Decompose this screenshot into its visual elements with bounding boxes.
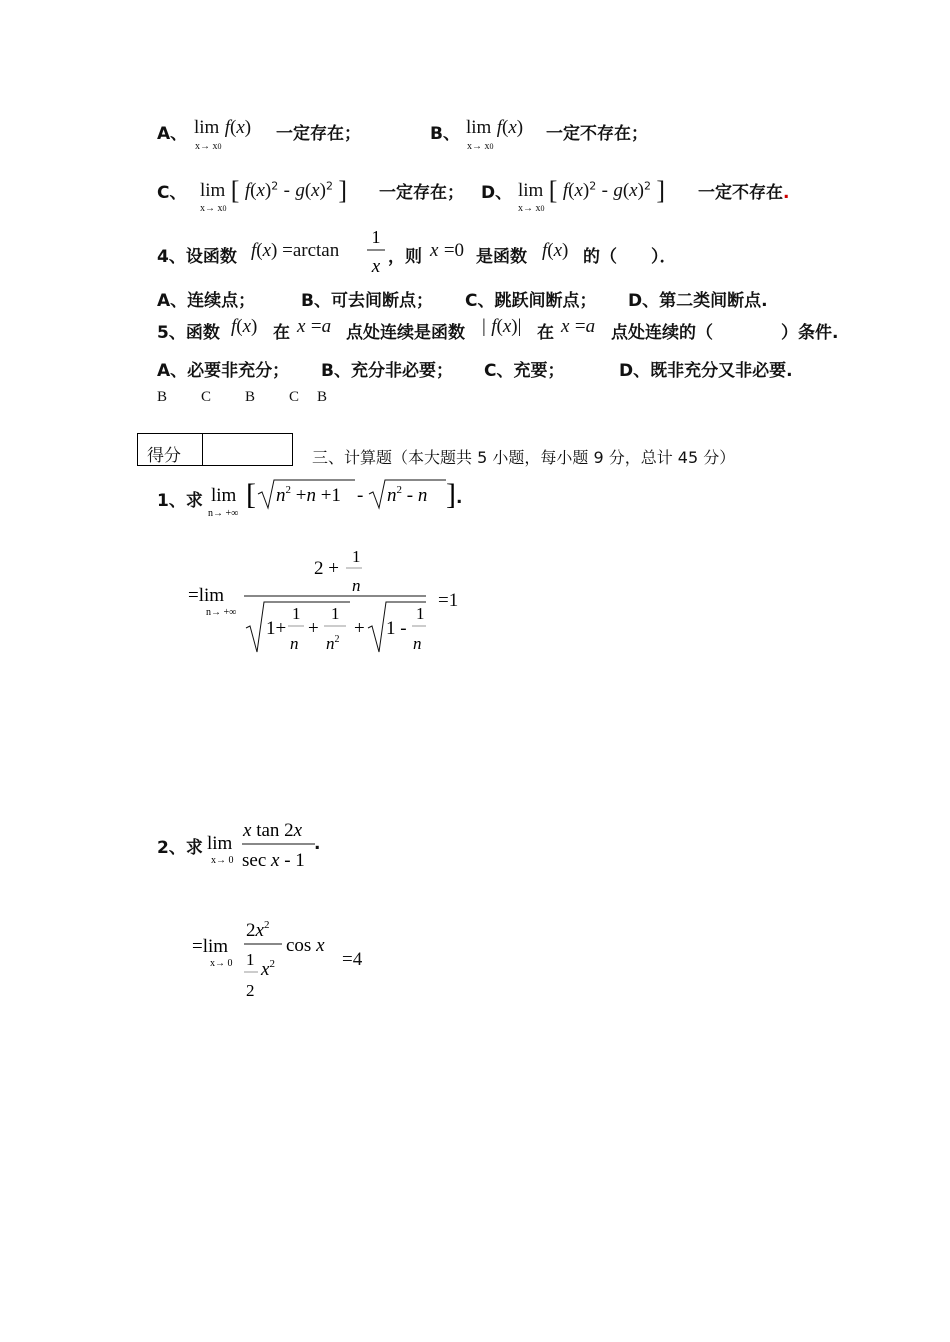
svg-text:x→ 0: x→ 0: [210, 958, 233, 969]
q3-option-c-text: 一定存在；: [379, 183, 464, 203]
svg-text:n→ +∞: n→ +∞: [208, 508, 239, 519]
svg-text:2: 2: [246, 981, 255, 1000]
svg-text:1 -: 1 -: [386, 618, 407, 639]
q5-point1: x =a: [297, 316, 332, 337]
answer-3: B: [157, 389, 168, 405]
svg-text:1+: 1+: [266, 618, 287, 639]
svg-text:lim: lim: [211, 485, 237, 506]
p1-label: 1、求: [157, 491, 203, 511]
answer-7: B: [317, 389, 328, 405]
q3-option-c-label: C、: [157, 183, 187, 203]
q4-option-c: C、跳跃间断点；: [465, 291, 597, 311]
q3-d-limit-sub: x→ x0: [518, 203, 545, 214]
svg-text:+: +: [308, 618, 319, 639]
q4-function-def: f(x) =arctan: [251, 240, 340, 261]
answer-key: [157, 386, 327, 406]
svg-text:=lim: =lim: [188, 585, 225, 606]
q3-b-limit-sub: x→ x0: [467, 141, 494, 152]
svg-text:lim: lim: [207, 833, 233, 854]
svg-text:n2 +n +1: $n^2 +n +1$: [276, 484, 341, 506]
q3-option-c-formula: lim [ $f(x)^2 - g(x)^2$ ]: [200, 176, 348, 205]
p1-expression: [206, 472, 466, 522]
svg-text:1: 1: [352, 547, 361, 566]
p2-end: .: [314, 834, 321, 854]
q4-point: x =0: [430, 240, 465, 261]
q5-mid: 点处连续是函数: [346, 323, 465, 343]
answer-5: B: [245, 389, 256, 405]
q5-at2: 在: [537, 323, 554, 343]
q5-at1: 在: [273, 323, 290, 343]
p2-label: 2、求: [157, 838, 203, 858]
q3-option-b-text: 一定不存在；: [546, 124, 648, 144]
q4-fraction: [366, 226, 386, 278]
svg-text:x2: $x^2$: [261, 958, 275, 980]
svg-text:sec x - 1: sec x - 1: [242, 850, 305, 871]
q5-prefix: 5、函数: [157, 323, 220, 343]
p1-end: .: [456, 488, 463, 508]
q3-a-limit-sub: x→ x0: [195, 141, 222, 152]
section3-title: 三、计算题（本大题共 5 小题，每小题 9 分，总计 45 分）: [312, 448, 736, 467]
q4-prefix: 4、设函数: [157, 247, 237, 267]
svg-text:n: n: [352, 576, 361, 595]
svg-text:x: x: [371, 256, 381, 277]
svg-text:n2: $n^2$: [326, 634, 340, 653]
svg-text:2 +: 2 +: [314, 558, 339, 579]
q4-end: 的（ ）．: [583, 247, 677, 267]
q5-option-d: D、既非充分又非必要.: [619, 361, 793, 381]
svg-text:=lim: =lim: [192, 936, 229, 957]
svg-text:n: n: [290, 634, 299, 653]
svg-text:n: n: [413, 634, 422, 653]
svg-text:1: 1: [331, 604, 340, 623]
q3-option-a-label: A、: [157, 124, 188, 144]
q3-c-limit-sub: x→ x0: [200, 203, 227, 214]
q4-option-a: A、连续点；: [157, 291, 256, 311]
svg-text:-: -: [357, 485, 364, 506]
svg-text:x tan 2x: x tan 2x: [243, 820, 303, 841]
q4-fx: f(x): [542, 240, 569, 261]
p2-expression: [205, 812, 320, 872]
q4-option-b: B、可去间断点；: [301, 291, 433, 311]
q5-point2: x =a: [561, 316, 596, 337]
svg-text:n→ +∞: n→ +∞: [206, 607, 237, 618]
q3-option-a-text: 一定存在；: [276, 124, 361, 144]
answer-4: C: [201, 389, 212, 405]
svg-text:cos x: cos x: [286, 935, 325, 956]
q3-option-d-text: 一定不存在.: [698, 183, 790, 203]
q5-option-a: A、必要非充分；: [157, 361, 290, 381]
q5-end: 点处连续的（ ）条件.: [611, 323, 839, 343]
q5-option-b: B、充分非必要；: [321, 361, 453, 381]
q4-option-d: D、第二类间断点.: [628, 291, 768, 311]
p2-solution: [190, 912, 340, 1004]
q3-option-d-formula: lim [ $f(x)^2 - g(x)^2$ ]: [518, 176, 666, 205]
q5-option-c: C、充要；: [484, 361, 565, 381]
q5-abs-fx: | f(x)|: [482, 316, 522, 337]
q3-option-b-formula: lim f(x): [466, 117, 524, 138]
answer-6: C: [289, 389, 300, 405]
svg-text:1: 1: [371, 227, 381, 247]
q5-fx: f(x): [231, 316, 258, 337]
svg-text:x→ 0: x→ 0: [211, 855, 234, 866]
q3-option-d-label: D、: [481, 183, 513, 203]
q4-mid2: 是函数: [476, 247, 527, 267]
svg-text:1: 1: [292, 604, 301, 623]
svg-text:+: +: [354, 618, 365, 639]
svg-text:1: 1: [246, 950, 255, 969]
score-label: 得分: [147, 446, 181, 466]
p2-result: =4: [342, 949, 363, 970]
svg-text:2x2: $2x^2$: [246, 919, 270, 941]
q3-option-a-formula: lim f(x): [194, 117, 252, 138]
p1-solution: [186, 540, 426, 660]
svg-text:1: 1: [416, 604, 425, 623]
q3-option-b-label: B、: [430, 124, 460, 144]
q4-mid: ，则: [388, 247, 422, 267]
svg-text:]: ]: [446, 478, 456, 511]
p1-result: =1: [438, 590, 459, 611]
svg-text:n2 - n: $n^2$ - n: [387, 484, 428, 506]
svg-text:[: [: [246, 478, 256, 511]
